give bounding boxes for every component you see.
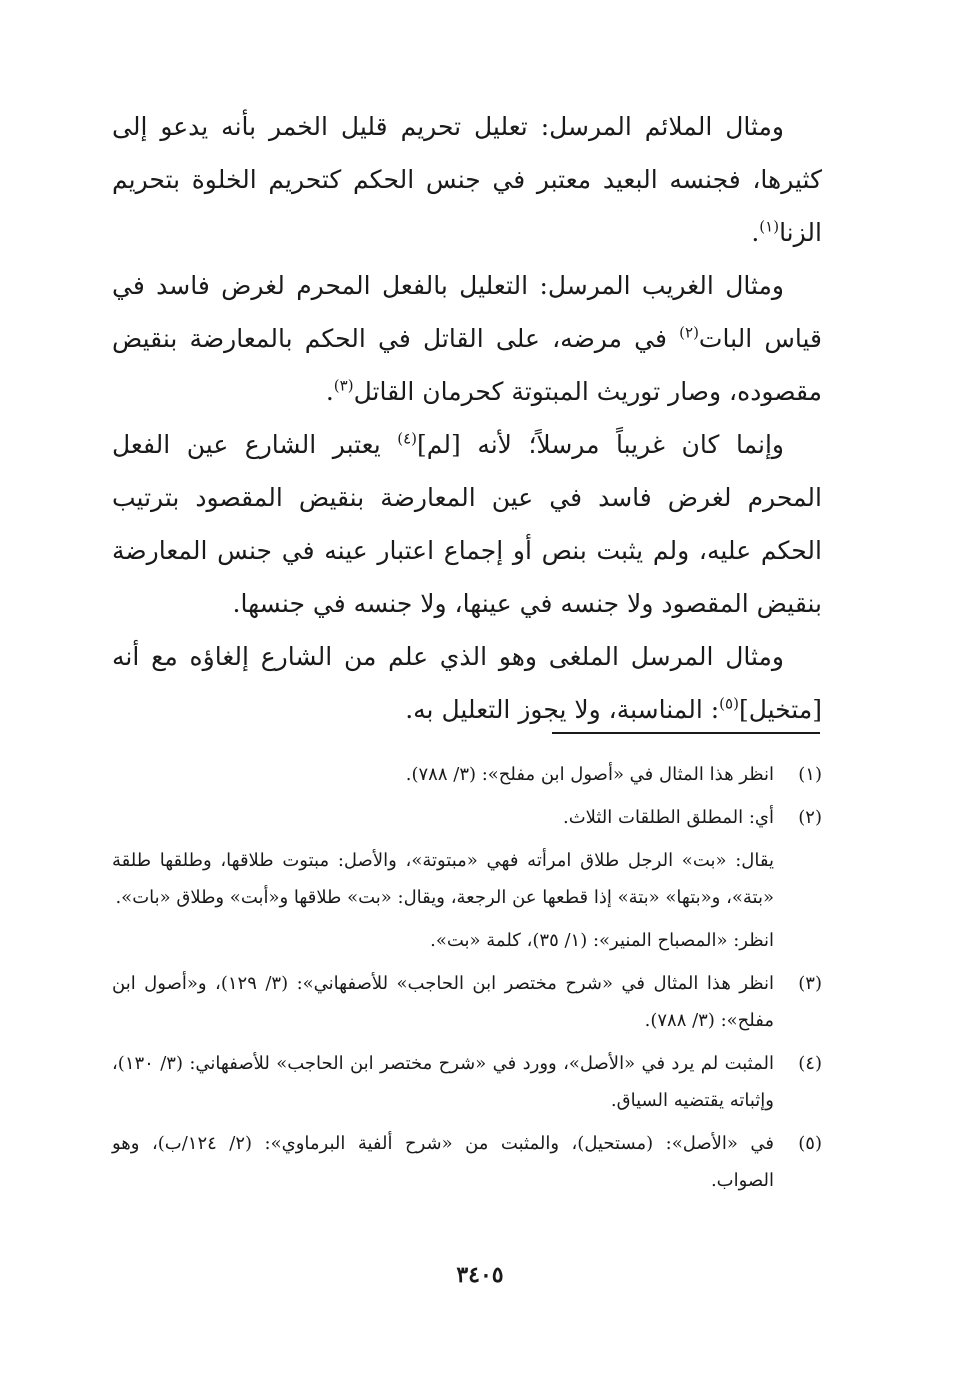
footnote-text: انظر هذا المثال في «شرح مختصر ابن الحاجب» للأصفهاني»: (٣/ ١٢٩)، و«أصول ابن مفلح»: (٣/ ٧٨٨). [112, 973, 774, 1031]
footnote-5 [112, 1125, 822, 1199]
footnote-separator [552, 732, 820, 734]
footnote-2-continuation: يقال: «بت» الرجل طلاق امرأته فهي «مبتوتة»، والأصل: مبتوت طلاقها، وطلقها طلقة «بتة»، و«بتها» «بتة» إذا قطعها عن الرجعة، ويقال: «بت» طلاقها و«أبت» وطلاق «بات». [112, 850, 774, 908]
footnote-2 [112, 799, 822, 836]
footnote-text: انظر هذا المثال في «أصول ابن مفلح»: (٣/ ٧٨٨). [405, 764, 774, 785]
paragraph-4-text-a: ومثال المرسل الملغى وهو الذي علم من الشارع إلغاؤه مع أنه [متخيل] [112, 642, 822, 724]
footnote-text: أي: المطلق الطلقات الثلاث. [562, 807, 774, 828]
footnotes [112, 756, 822, 1205]
footnote-number: (٣) [798, 973, 822, 994]
footnote-number: (٢) [798, 807, 822, 828]
page-number: ٣٤٠٥ [456, 1262, 504, 1288]
footnote-number: (٤) [798, 1053, 822, 1074]
footnote-4 [112, 1045, 822, 1119]
paragraph-3 [112, 418, 822, 630]
footnote-ref-2: (٢) [679, 323, 699, 342]
paragraph-1-end: . [751, 218, 760, 247]
footnote-text: في «الأصل»: (مستحيل)، والمثبت من «شرح ألفية البرماوي»: (٢/ ١٢٤/ب)، وهو الصواب. [112, 1133, 774, 1191]
footnote-text: المثبت لم يرد في «الأصل»، وورد في «شرح مختصر ابن الحاجب» للأصفهاني: (٣/ ١٣٠)، وإثباته يقتضيه السياق. [112, 1053, 774, 1111]
paragraph-4 [112, 630, 822, 736]
paragraph-2-text-b: في مرضه، على القاتل في الحكم بالمعارضة بنقيض مقصوده، وصار توريث المبتوتة كحرمان القاتل [112, 324, 822, 406]
paragraph-2-text-a: ومثال الغريب المرسل: التعليل بالفعل المحرم لغرض فاسد في قياس البات [112, 271, 822, 353]
footnote-ref-1: (١) [759, 217, 780, 236]
footnote-1 [112, 756, 822, 793]
paragraph-2 [112, 259, 822, 418]
footnote-number: (١) [798, 764, 822, 785]
paragraph-3-text-b: يعتبر الشارع عين الفعل المحرم لغرض فاسد في عين المعارضة بنقيض المقصود بترتيب الحكم عليه، ولم يثبت بنص أو إجماع اعتبار عينه في جنس المعارضة بنقيض المقصود ولا جنسه في عينها، ولا جنسه في جنسها. [112, 430, 822, 618]
paragraph-1-text: ومثال الملائم المرسل: تعليل تحريم قليل الخمر بأنه يدعو إلى كثيرها، فجنسه البعيد معتبر في جنس الحكم كتحريم الخلوة بتحريم الزنا [112, 112, 822, 247]
footnote-ref-3: (٣) [333, 376, 354, 395]
main-text [112, 100, 822, 736]
paragraph-2-end: . [325, 377, 334, 406]
footnote-3 [112, 965, 822, 1039]
paragraph-1 [112, 100, 822, 259]
footnote-ref-5: (٥) [719, 694, 739, 713]
footnote-number: (٥) [798, 1133, 822, 1154]
footnote-ref-4: (٤) [397, 429, 418, 448]
paragraph-3-text-a: وإنما كان غريباً مرسلاً؛ لأنه [لم] [417, 430, 784, 459]
paragraph-4-text-b: : المناسبة، ولا يجوز التعليل به. [405, 695, 720, 724]
footnote-2-reference: انظر: «المصباح المنير»: (١/ ٣٥)، كلمة «بت». [430, 930, 774, 951]
